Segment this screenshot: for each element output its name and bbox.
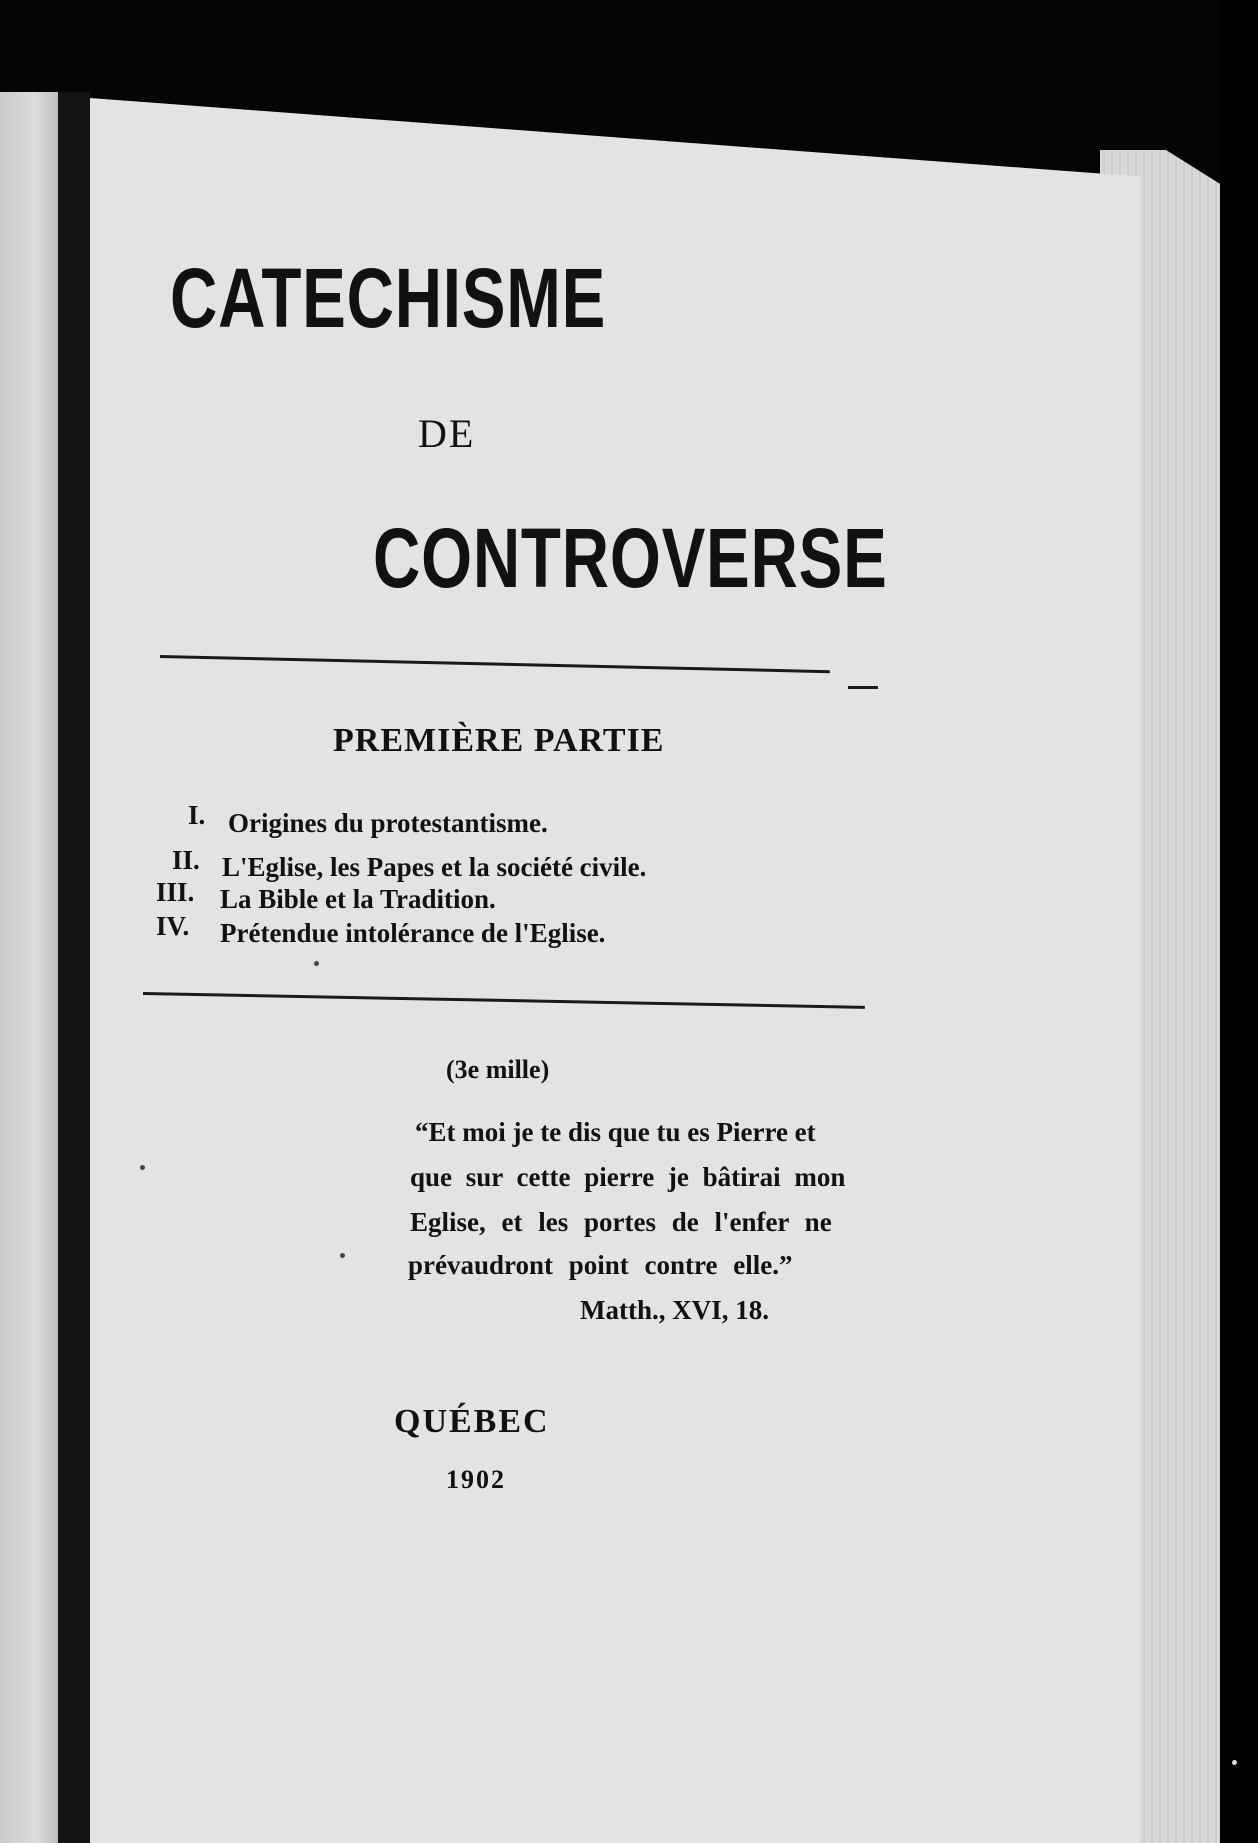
title-page — [90, 98, 1140, 1843]
contents-item-number: III. — [156, 877, 195, 907]
imprint-place: QUÉBEC — [394, 1403, 550, 1440]
epigraph-line: Eglise, et les portes de l'enfer ne — [410, 1207, 832, 1237]
contents-item-number: I. — [188, 800, 206, 830]
title-line-1: CATECHISME — [170, 251, 607, 345]
paper-speck — [340, 1253, 345, 1258]
paper-speck — [314, 961, 319, 966]
contents-item-text: Origines du protestantisme. — [228, 808, 548, 838]
title-line-3: CONTROVERSE — [373, 511, 888, 605]
scan-background — [1220, 0, 1258, 1843]
contents-item-text: Prétendue intolérance de l'Eglise. — [220, 918, 606, 948]
previous-page-edge — [0, 92, 58, 1843]
epigraph-line: “Et moi je te dis que tu es Pierre et — [415, 1117, 816, 1147]
title-line-2: DE — [418, 411, 476, 456]
epigraph-line: que sur cette pierre je bâtirai mon — [410, 1162, 846, 1192]
part-heading: PREMIÈRE PARTIE — [333, 722, 665, 759]
epigraph-line: prévaudront point contre elle.” — [408, 1250, 793, 1280]
contents-item-number: IV. — [156, 911, 190, 941]
paper-speck — [140, 1165, 145, 1170]
contents-item-number: II. — [172, 845, 200, 875]
imprint-year: 1902 — [446, 1465, 506, 1494]
edition-note: (3e mille) — [446, 1055, 550, 1084]
epigraph-reference: Matth., XVI, 18. — [580, 1295, 769, 1325]
paper-speck — [1232, 1760, 1237, 1765]
contents-item-text: La Bible et la Tradition. — [220, 884, 496, 914]
book-spine — [58, 92, 90, 1843]
contents-item-text: L'Eglise, les Papes et la société civile. — [222, 852, 647, 882]
top-divider-tail — [848, 686, 878, 689]
